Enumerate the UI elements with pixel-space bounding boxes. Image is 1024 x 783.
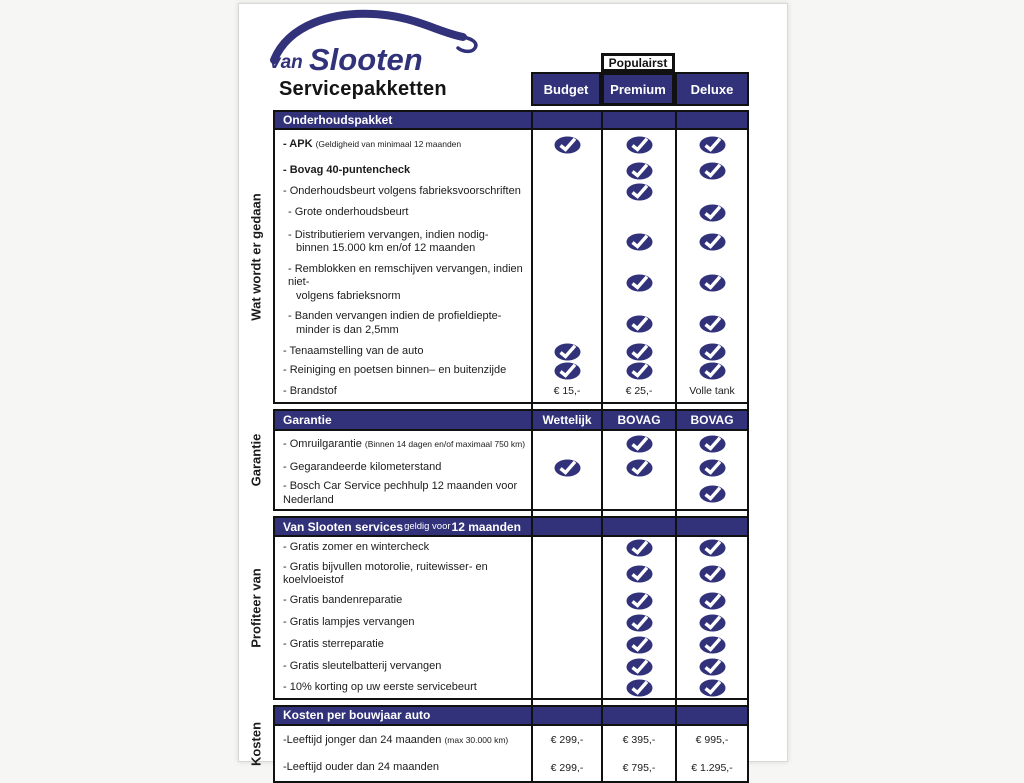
table-row [273,478,749,511]
feature-cell [531,361,601,380]
feature-label [273,305,531,342]
label-line [283,385,527,398]
feature-cell [531,261,601,305]
label-line [283,660,527,673]
table-row [273,634,749,656]
check-icon [626,435,653,453]
feature-label [273,634,531,656]
feature-cell [531,342,601,361]
cell-value: € 995,- [695,734,729,747]
feature-cell [531,181,601,202]
check-icon [699,658,726,676]
check-icon [626,592,653,610]
section-1 [248,110,749,404]
side-label: Kosten [248,721,264,766]
van-slooten-logo [267,8,487,79]
table-row [273,559,749,590]
table-row [273,755,749,783]
feature-cell [531,478,601,511]
section-bar-title [273,409,531,431]
label-line [283,638,527,651]
check-icon [699,459,726,477]
feature-label [273,726,531,755]
feature-cell [601,656,675,678]
label-text: Garantie [283,413,332,428]
feature-cell [675,478,749,511]
label-text: - Gratis bijvullen motorolie, ruitewisser- en koelvloeistof [283,561,488,587]
check-icon [626,362,653,380]
feature-cell [531,755,601,783]
check-icon [626,636,653,654]
label-line [283,364,527,377]
column-header-row [273,72,749,106]
feature-cell [601,612,675,634]
feature-cell [675,130,749,160]
check-icon [626,343,653,361]
feature-label [273,130,531,160]
feature-cell [601,457,675,478]
feature-cell [531,590,601,612]
table-row [273,457,749,478]
column-header-spacer [273,72,531,106]
cell-value: € 395,- [622,734,656,747]
cell-value: € 299,- [550,734,584,747]
label-text: 12 maanden [451,519,521,534]
table-row [273,223,749,261]
feature-cell [531,160,601,181]
feature-cell [601,634,675,656]
label-line [283,138,527,151]
feature-cell [675,160,749,181]
label-line [283,345,527,358]
label-text: - Grote onderhoudsbeurt [288,205,409,218]
feature-cell [531,559,601,590]
label-text: - Gegarandeerde kilometerstand [283,461,442,474]
label-text: - Bosch Car Service pechhulp 12 maanden voor Nederland [283,480,518,506]
check-icon [626,315,653,333]
check-icon [626,162,653,180]
label-text: - Gratis sterreparatie [283,638,384,651]
label-text: - Reiniging en poetsen binnen– en buitenzijde [283,364,507,377]
table-row [273,305,749,342]
label-text: - Banden vervangen indien de profieldiepte- [288,310,502,323]
check-icon [699,362,726,380]
check-icon [699,136,726,154]
section-bar [273,110,749,130]
check-icon [554,343,581,361]
brand-name: Slooten [309,42,423,74]
check-icon [626,679,653,697]
section-bar-value: BOVAG [601,409,675,431]
feature-cell [601,160,675,181]
feature-cell [675,755,749,783]
check-icon [699,274,726,292]
check-icon [699,592,726,610]
label-text: (Geldigheid van minimaal 12 maanden [315,139,462,150]
feature-label [273,223,531,261]
feature-cell [675,305,749,342]
check-icon [699,233,726,251]
feature-cell [601,559,675,590]
section-bar-value [675,705,749,726]
cell-value: € 1.295,- [691,761,733,774]
feature-cell [601,261,675,305]
feature-cell [531,223,601,261]
feature-cell [601,380,675,404]
feature-cell [675,261,749,305]
label-text: - Brandstof [283,384,337,397]
feature-cell [601,181,675,202]
check-icon [554,459,581,477]
label-line [283,480,527,507]
feature-label [273,160,531,181]
page-title: Servicepakketten [279,78,447,100]
check-icon [626,565,653,583]
label-line-2: volgens fabrieksnorm [296,289,401,302]
label-text: - Gratis zomer en wintercheck [283,541,430,554]
table-row [273,160,749,181]
section-bar-title [273,705,531,726]
feature-cell [675,612,749,634]
feature-label [273,590,531,612]
feature-label [273,431,531,457]
label-text: - Omruilgarantie [283,437,365,450]
feature-cell [601,130,675,160]
table-row [273,612,749,634]
label-text: -Leeftijd ouder dan 24 maanden [283,761,439,774]
feature-cell [531,726,601,755]
section-bar-value [601,110,675,130]
feature-cell [531,305,601,342]
feature-cell [531,656,601,678]
feature-cell [675,634,749,656]
label-line-2: binnen 15.000 km en/of 12 maanden [296,242,476,254]
column-header-deluxe: Deluxe [675,72,749,106]
table-row [273,130,749,160]
feature-cell [601,478,675,511]
section-bar-title [273,110,531,130]
feature-cell [601,755,675,783]
section-bar [273,409,749,431]
label-text: - Gratis lampjes vervangen [283,616,415,629]
table-row [273,380,749,404]
label-line [283,438,527,451]
label-line [288,263,527,290]
table-row [273,202,749,223]
service-packages-table [248,55,749,783]
check-icon [699,162,726,180]
table-row [273,181,749,202]
feature-label [273,678,531,700]
section-bar [273,516,749,537]
label-line [283,541,527,554]
section-bar-value [531,516,601,537]
table-row [273,361,749,380]
label-line [283,734,527,747]
label-text: geldig voor [404,521,451,533]
check-icon [626,539,653,557]
brand-prefix: van [270,52,303,73]
section-bar-value [675,516,749,537]
section-bar-value: Wettelijk [531,409,601,431]
check-icon [699,315,726,333]
check-icon [699,435,726,453]
feature-cell [531,678,601,700]
feature-cell [675,181,749,202]
feature-label [273,537,531,559]
check-icon [699,636,726,654]
feature-cell [675,431,749,457]
label-line [288,206,527,219]
check-icon [699,485,726,503]
label-line [283,681,527,694]
column-header-premium: Premium [601,72,675,106]
section-bar-value [531,110,601,130]
feature-cell [675,342,749,361]
label-line [283,164,527,177]
feature-cell [601,678,675,700]
feature-cell [601,361,675,380]
label-line [283,185,527,198]
cell-value: Volle tank [689,385,735,398]
feature-cell [675,590,749,612]
check-icon [699,204,726,222]
section-bar-value: BOVAG [675,409,749,431]
feature-cell [531,380,601,404]
check-icon [699,565,726,583]
feature-label [273,457,531,478]
feature-cell [675,559,749,590]
feature-cell [601,202,675,223]
feature-cell [675,457,749,478]
feature-cell [601,537,675,559]
side-label: Garantie [248,433,264,487]
feature-cell [601,305,675,342]
check-icon [699,343,726,361]
section-bar [273,705,749,726]
feature-cell [601,590,675,612]
check-icon [626,183,653,201]
section-4 [248,705,749,783]
feature-cell [531,537,601,559]
cell-value: € 795,- [622,761,656,774]
label-line [288,229,527,242]
section-bar-value [531,705,601,726]
section-bar-value [601,516,675,537]
feature-cell [601,431,675,457]
feature-cell [531,431,601,457]
feature-cell [675,537,749,559]
table-row [273,590,749,612]
feature-label [273,559,531,590]
check-icon [626,459,653,477]
label-text: - Tenaamstelling van de auto [283,345,424,358]
table-row [273,537,749,559]
feature-cell [531,634,601,656]
label-text: - APK [283,138,316,151]
column-header-budget: Budget [531,72,601,106]
check-icon [626,658,653,676]
feature-cell [531,130,601,160]
feature-label [273,202,531,223]
table-row [273,726,749,755]
side-label: Wat wordt er gedaan [248,193,264,321]
label-text: Kosten per bouwjaar auto [283,708,431,723]
feature-cell [675,223,749,261]
label-text: Van Slooten services [283,519,404,534]
feature-label [273,361,531,380]
flyer-page [238,3,788,774]
check-icon [554,136,581,154]
feature-label [273,656,531,678]
feature-cell [675,202,749,223]
check-icon [626,136,653,154]
side-label: Profiteer van [248,568,264,648]
feature-cell [675,726,749,755]
section-bar-value [601,705,675,726]
cell-value: € 25,- [625,385,653,398]
feature-cell [601,223,675,261]
label-text: - Onderhoudsbeurt volgens fabrieksvoorschriften [283,184,521,197]
label-line [283,616,527,629]
cell-value: € 299,- [550,761,584,774]
feature-cell [531,457,601,478]
label-line-2: minder is dan 2,5mm [296,323,399,336]
table-row [273,678,749,700]
label-text: - Bovag 40-puntencheck [283,163,411,176]
check-icon [699,539,726,557]
check-icon [699,614,726,632]
feature-label [273,261,531,305]
label-text: -Leeftijd jonger dan 24 maanden [283,733,445,746]
section-2 [248,409,749,511]
check-icon [554,362,581,380]
feature-cell [601,342,675,361]
feature-label [273,181,531,202]
car-swoosh-logo [267,8,487,74]
popular-badge: Populairst [601,53,675,72]
feature-label [273,478,531,511]
section-bar-value [675,110,749,130]
feature-cell [675,656,749,678]
label-text: - Remblokken en remschijven vervangen, indien niet- [288,263,523,289]
label-text: - Distributieriem vervangen, indien nodig- [288,228,489,241]
label-line [288,310,527,323]
label-line [283,594,527,607]
table-row [273,656,749,678]
table-row [273,431,749,457]
label-text: (Binnen 14 dagen en/of maximaal 750 km) [364,438,526,449]
feature-cell [601,726,675,755]
label-text: - Gratis sleutelbatterij vervangen [283,660,442,673]
feature-cell [675,380,749,404]
check-icon [626,274,653,292]
section-bar-title [273,516,531,537]
feature-cell [531,202,601,223]
check-icon [699,679,726,697]
feature-cell [531,612,601,634]
label-line [283,461,527,474]
feature-cell [675,361,749,380]
feature-label [273,755,531,783]
table-row [273,342,749,361]
feature-cell [675,678,749,700]
feature-label [273,342,531,361]
table-row [273,261,749,305]
check-icon [626,233,653,251]
check-icon [626,614,653,632]
label-text: Onderhoudspakket [283,113,393,127]
label-text: - Gratis bandenreparatie [283,594,403,607]
feature-label [273,380,531,404]
section-3 [248,516,749,700]
feature-label [273,612,531,634]
label-text: (max 30.000 km) [444,734,509,745]
label-text: - 10% korting op uw eerste servicebeurt [283,681,477,694]
label-line [283,561,527,588]
cell-value: € 15,- [553,385,581,398]
